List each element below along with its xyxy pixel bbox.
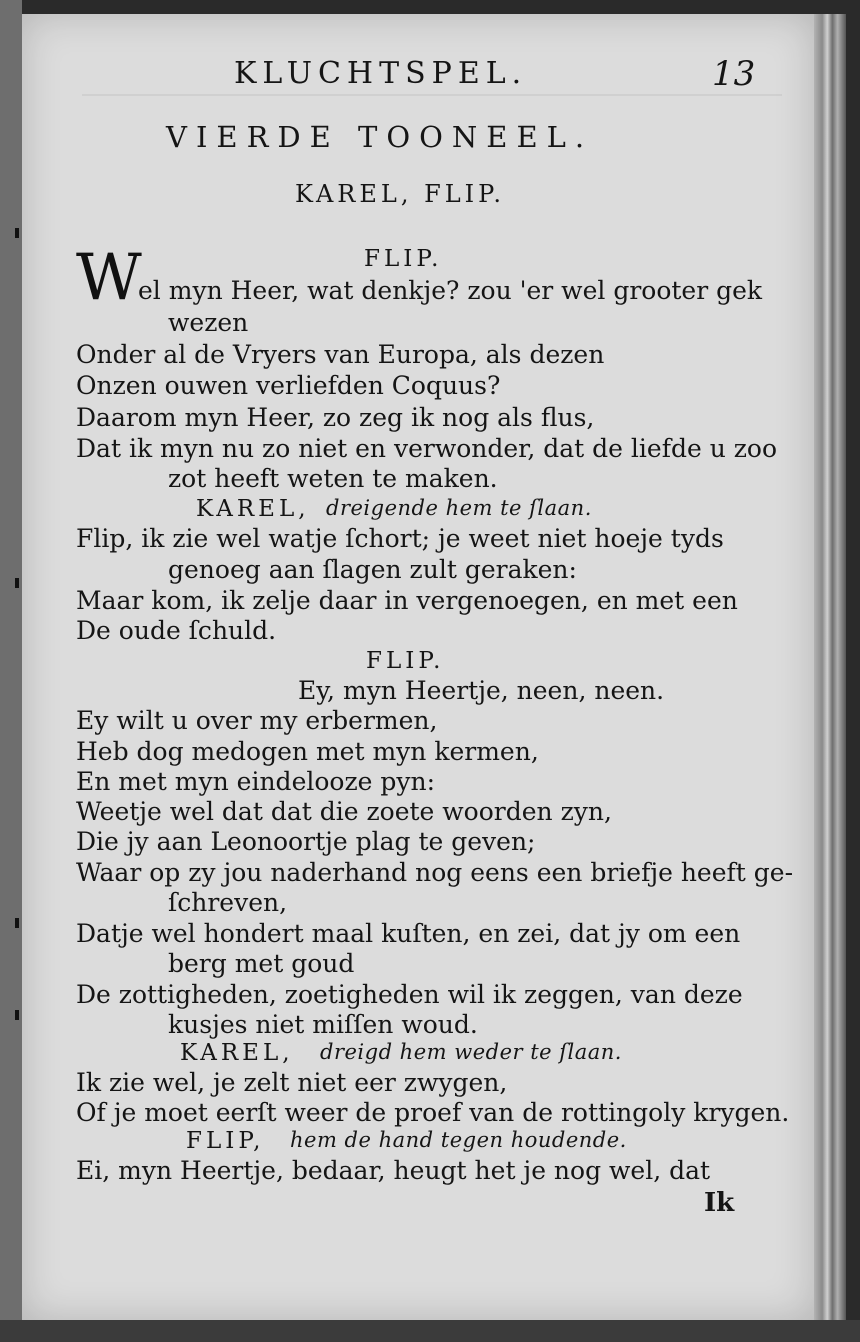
speaker-cue: KAREL, bbox=[180, 1040, 294, 1066]
scene-characters: KAREL, FLIP. bbox=[295, 180, 506, 208]
binding-mark bbox=[15, 918, 19, 928]
scan-background bbox=[0, 1320, 860, 1342]
verse-line: berg met goud bbox=[168, 949, 355, 978]
verse-line: Weetje wel dat dat die zoete woorden zyn, bbox=[76, 797, 612, 826]
verse-line: Die jy aan Leonoortje plag te geven; bbox=[76, 827, 536, 856]
catchword: Ik bbox=[704, 1188, 735, 1218]
verse-line: wezen bbox=[168, 308, 249, 337]
speaker-cue: KAREL, bbox=[196, 496, 310, 522]
verse-line: De zottigheden, zoetigheden wil ik zeggen, van deze bbox=[76, 980, 743, 1009]
binding-mark bbox=[15, 1010, 19, 1020]
verse-line: Ey, myn Heertje, neen, neen. bbox=[298, 676, 665, 705]
verse-line: Onder al de Vryers van Europa, als dezen bbox=[76, 340, 605, 369]
stage-direction: hem de hand tegen houdende. bbox=[290, 1128, 627, 1152]
page-stack-edge bbox=[812, 14, 846, 1320]
verse-line: Ey wilt u over my erbermen, bbox=[76, 706, 438, 735]
page-number: 13 bbox=[712, 54, 756, 94]
verse-line: genoeg aan ſlagen zult geraken: bbox=[168, 555, 577, 584]
stage-direction: dreigd hem weder te ſlaan. bbox=[320, 1040, 622, 1064]
verse-line: Onzen ouwen verliefden Coquus? bbox=[76, 371, 501, 400]
verse-line: kusjes niet miſſen woud. bbox=[168, 1010, 478, 1039]
drop-cap: W bbox=[76, 241, 142, 315]
verse-line: Ei, myn Heertje, bedaar, heugt het je nog wel, dat bbox=[76, 1156, 711, 1185]
verse-line: Flip, ik zie wel watje ſchort; je weet niet hoeje tyds bbox=[76, 524, 724, 553]
verse-line: Of je moet eerſt weer de proef van de rottingoly krygen. bbox=[76, 1098, 790, 1127]
speaker-cue: FLIP, bbox=[186, 1128, 265, 1154]
speaker-cue: FLIP. bbox=[366, 648, 445, 674]
binding-mark bbox=[15, 578, 19, 588]
binding-mark bbox=[15, 228, 19, 238]
verse-line: Datje wel hondert maal kuſten, en zei, dat jy om een bbox=[76, 919, 741, 948]
verse-line: Heb dog medogen met myn kermen, bbox=[76, 737, 539, 766]
book-binding bbox=[0, 0, 22, 1342]
verse-line: Dat ik myn nu zo niet en verwonder, dat de liefde u zoo bbox=[76, 434, 778, 463]
verse-line: el myn Heer, wat denkje? zou 'er wel grooter gek bbox=[138, 276, 763, 305]
running-title: KLUCHTSPEL. bbox=[234, 56, 528, 91]
verse-line: zot heeft weten te maken. bbox=[168, 464, 498, 493]
verse-line: De oude ſchuld. bbox=[76, 616, 277, 645]
speaker-cue: FLIP. bbox=[364, 246, 443, 272]
verse-line: Waar op zy jou naderhand nog eens een briefje heeft ge- bbox=[76, 858, 794, 887]
verse-line: Maar kom, ik zelje daar in vergenoegen, en met een bbox=[76, 586, 738, 615]
verse-line: Daarom myn Heer, zo zeg ik nog als flus, bbox=[76, 403, 595, 432]
verse-line: ſchreven, bbox=[168, 888, 288, 917]
scene-title: VIERDE TOONEEL. bbox=[166, 120, 594, 154]
verse-line: Ik zie wel, je zelt niet eer zwygen, bbox=[76, 1068, 508, 1097]
verse-line: En met myn eindelooze pyn: bbox=[76, 767, 436, 796]
stage-direction: dreigende hem te ſlaan. bbox=[326, 496, 592, 520]
